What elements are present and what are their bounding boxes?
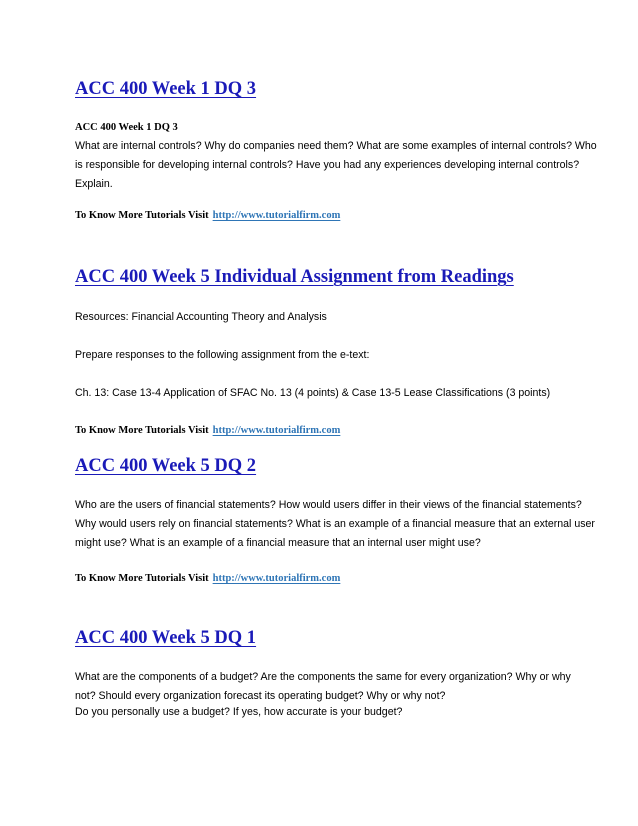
section-subheading: ACC 400 Week 1 DQ 3 [75,122,178,133]
body-line: Who are the users of financial statements? How would users differ in their views of the financial statements? [75,499,582,511]
body-line: Why would users rely on financial statements? What is an example of a financial measure that an external user [75,518,595,530]
body-line: Resources: Financial Accounting Theory and Analysis [75,311,327,323]
more-tutorials-line [75,572,340,586]
body-line: Ch. 13: Case 13-4 Application of SFAC No. 13 (4 points) & Case 13-5 Lease Classifications (3 points) [75,387,551,399]
section-heading: ACC 400 Week 5 Individual Assignment from Readings [75,267,514,287]
body-line: What are the components of a budget? Are the components the same for every organization? Why or why [75,671,571,683]
more-tutorials-label: To Know More Tutorials Visit [75,573,209,584]
more-tutorials-line [75,424,340,438]
body-line: Do you personally use a budget? If yes, how accurate is your budget? [75,706,403,718]
body-line: Prepare responses to the following assignment from the e-text: [75,349,370,361]
section-heading: ACC 400 Week 5 DQ 2 [75,456,257,476]
body-line: Explain. [75,178,113,190]
section-heading: ACC 400 Week 1 DQ 3 [75,79,257,99]
more-tutorials-label: To Know More Tutorials Visit [75,425,209,436]
section-heading: ACC 400 Week 5 DQ 1 [75,628,257,648]
tutorial-link[interactable]: http://www.tutorialfirm.com [212,210,341,221]
more-tutorials-label: To Know More Tutorials Visit [75,210,209,221]
body-line: What are internal controls? Why do companies need them? What are some examples of internal controls? Who [75,140,597,152]
more-tutorials-line [75,209,340,223]
tutorial-link[interactable]: http://www.tutorialfirm.com [212,425,341,436]
tutorial-link[interactable]: http://www.tutorialfirm.com [212,573,341,584]
body-line: is responsible for developing internal controls? Have you had any experiences developing internal controls? [75,159,580,171]
body-line: might use? What is an example of a financial measure that an internal user might use? [75,537,481,549]
body-line: not? Should every organization forecast its operating budget? Why or why not? [75,690,446,702]
